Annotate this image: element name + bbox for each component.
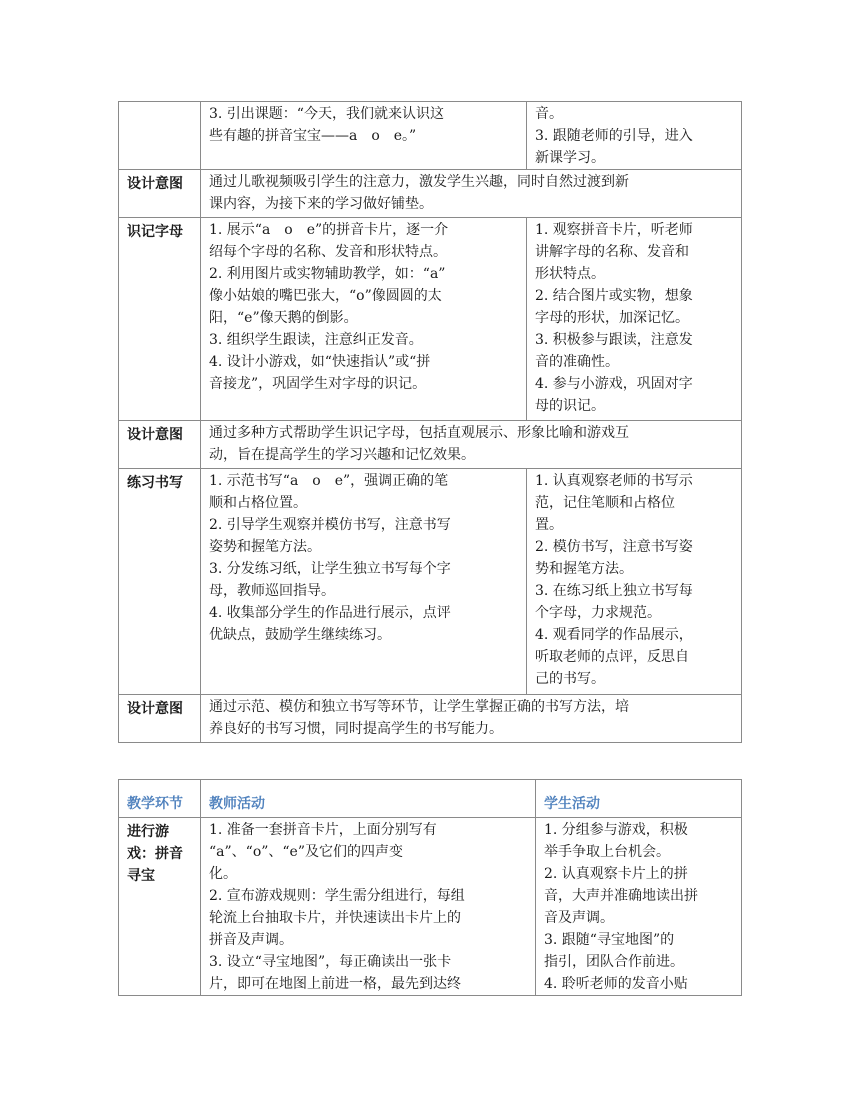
empty-stage-cell	[119, 102, 201, 170]
teacher-activity-cell: 1. 准备一套拼音卡片，上面分别写有 “a”、“o”、“e”及它们的四声变 化。 2. 宣布游戏规则：学生需分组进行，每组 轮流上台抽取卡片，并快速读出卡片上的 拼音及声调。 3. 设立“寻宝地图”，每正确读出一张卡 片，即可在地图上前进一格，最先到达终	[201, 818, 536, 996]
lesson-plan-table	[118, 779, 742, 996]
header-stage: 教学环节	[119, 780, 201, 818]
design-intent-label: 设计意图	[119, 421, 201, 469]
header-student-activity: 学生活动	[536, 780, 742, 818]
header-teacher-activity: 教师活动	[201, 780, 536, 818]
table-row	[119, 102, 742, 170]
stage-label: 识记字母	[119, 218, 201, 421]
teacher-activity-cell: 3. 引出课题：“今天，我们就来认识这 些有趣的拼音宝宝——a o e。”	[201, 102, 527, 170]
teacher-activity-cell: 1. 展示“a o e”的拼音卡片，逐一介 绍每个字母的名称、发音和形状特点。 2. 利用图片或实物辅助教学，如：“a” 像小姑娘的嘴巴张大，“o”像圆圆的太 阳，“e”像天鹅的倒影。 3. 组织学生跟读，注意纠正发音。 4. 设计小游戏，如“快速指认”或“拼 音接龙”，巩固学生对字母的识记。	[201, 218, 527, 421]
table-row	[119, 421, 742, 469]
design-intent-text: 通过示范、模仿和独立书写等环节，让学生掌握正确的书写方法，培 养良好的书写习惯，同时提高学生的书写能力。	[201, 695, 742, 743]
table-header-row	[119, 780, 742, 818]
student-activity-cell: 音。 3. 跟随老师的引导，进入 新课学习。	[527, 102, 742, 170]
student-activity-cell: 1. 认真观察老师的书写示 范，记住笔顺和占格位 置。 2. 模仿书写，注意书写姿 势和握笔方法。 3. 在练习纸上独立书写每 个字母，力求规范。 4. 观看同学的作品展示， 听取老师的点评，反思自 己的书写。	[527, 469, 742, 695]
design-intent-text: 通过儿歌视频吸引学生的注意力，激发学生兴趣，同时自然过渡到新 课内容，为接下来的学习做好铺垫。	[201, 170, 742, 218]
student-activity-cell: 1. 分组参与游戏，积极 举手争取上台机会。 2. 认真观察卡片上的拼 音，大声并准确地读出拼 音及声调。 3. 跟随“寻宝地图”的 指引，团队合作前进。 4. 聆听老师的发音小贴	[536, 818, 742, 996]
table-row	[119, 218, 742, 421]
teacher-activity-cell: 1. 示范书写“a o e”，强调正确的笔 顺和占格位置。 2. 引导学生观察并模仿书写，注意书写 姿势和握笔方法。 3. 分发练习纸，让学生独立书写每个字 母，教师巡回指导。 4. 收集部分学生的作品进行展示，点评 优缺点，鼓励学生继续练习。	[201, 469, 527, 695]
design-intent-label: 设计意图	[119, 695, 201, 743]
stage-label: 进行游 戏：拼音 寻宝	[119, 818, 201, 996]
stage-label: 练习书写	[119, 469, 201, 695]
lesson-plan-table-continued	[118, 101, 742, 743]
table-row	[119, 695, 742, 743]
table-row	[119, 170, 742, 218]
table-row	[119, 469, 742, 695]
student-activity-cell: 1. 观察拼音卡片，听老师 讲解字母的名称、发音和 形状特点。 2. 结合图片或实物，想象 字母的形状，加深记忆。 3. 积极参与跟读，注意发 音的准确性。 4. 参与小游戏，巩固对字 母的识记。	[527, 218, 742, 421]
table-row	[119, 818, 742, 996]
design-intent-label: 设计意图	[119, 170, 201, 218]
design-intent-text: 通过多种方式帮助学生识记字母，包括直观展示、形象比喻和游戏互 动，旨在提高学生的学习兴趣和记忆效果。	[201, 421, 742, 469]
